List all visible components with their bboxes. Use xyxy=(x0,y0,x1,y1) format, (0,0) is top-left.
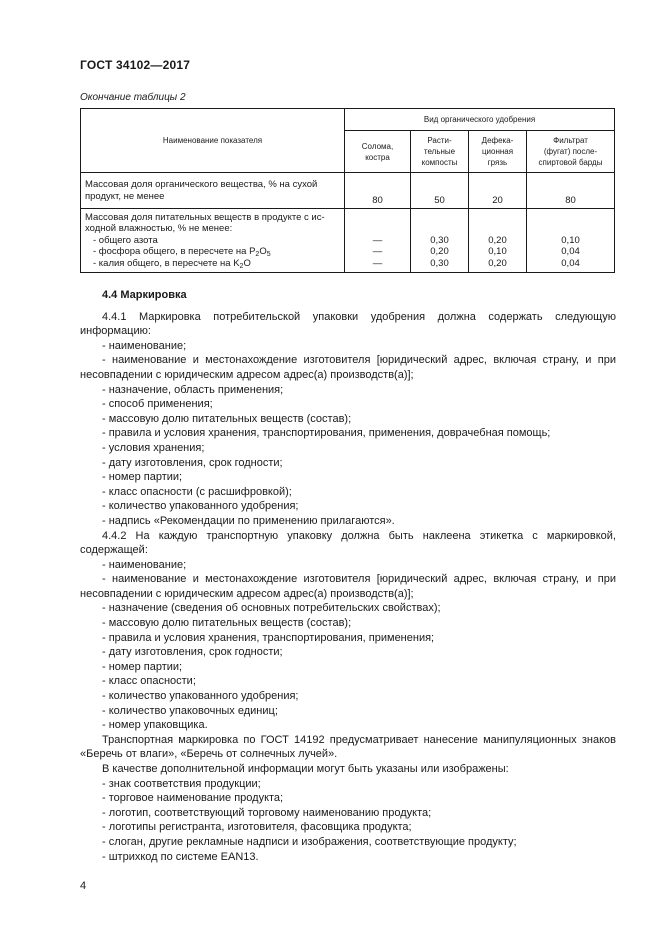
section-title: 4.4 Маркировка xyxy=(102,289,187,301)
table-row xyxy=(81,173,615,209)
list-item: - дату изготовления, срок годности; xyxy=(102,456,283,469)
list-item: - логотипы регистранта, изготовителя, фасовщика продукта; xyxy=(102,821,412,834)
list-item: - назначение (сведения об основных потребительских свойствах); xyxy=(102,602,441,615)
consumer-pack-list xyxy=(80,339,616,529)
header-col-compost: Расти- тельные компосты xyxy=(411,131,469,173)
list-item: - штрихкод по системе EAN13. xyxy=(102,850,259,863)
value-cell: 0,30 0,20 0,30 xyxy=(411,209,469,273)
list-item: - условия хранения; xyxy=(102,441,205,454)
list-item: - правила и условия хранения, транспортирования, применения; xyxy=(102,631,435,644)
value-cell: 80 xyxy=(345,173,411,209)
list-item: - надпись «Рекомендации по применению прилагаются». xyxy=(102,514,395,527)
header-param-name: Наименование показателя xyxy=(81,109,345,173)
value-cell: 20 xyxy=(469,173,527,209)
list-item: - назначение, область применения; xyxy=(102,383,284,396)
document-code: ГОСТ 34102—2017 xyxy=(80,58,191,72)
transport-pack-list xyxy=(80,558,616,733)
list-item: - правила и условия хранения, транспортирования, применения, доврачебная помощь; xyxy=(102,427,551,440)
list-item: - количество упаковочных единиц; xyxy=(102,704,278,717)
paragraph-4-4-1: 4.4.1 Маркировка потребительской упаковки удобрения должна содержать следующую информацию: xyxy=(80,310,616,338)
row-organic-matter-label: Массовая доля органического вещества, % на сухой продукт, не менее xyxy=(81,173,345,209)
list-item: - наименование и местонахождение изготовителя [юридический адрес, включая страну, и при несовпадении с юридическим адресом адрес(а) производств(а)]; xyxy=(80,573,616,600)
list-item: - дату изготовления, срок годности; xyxy=(102,646,283,659)
marking-section xyxy=(80,288,616,864)
transport-marking-paragraph: Транспортная маркировка по ГОСТ 14192 предусматривает нанесение манипуляционных знаков «Беречь от влаги», «Беречь от солнечных лучей». xyxy=(80,733,616,761)
list-item: - номер партии; xyxy=(102,471,183,484)
list-item: - массовую долю питательных веществ (состав); xyxy=(102,412,352,425)
list-item: - класс опасности; xyxy=(102,675,196,688)
list-item: - массовую долю питательных веществ (состав); xyxy=(102,617,352,630)
list-item: - способ применения; xyxy=(102,398,213,411)
list-item: - наименование и местонахождение изготовителя [юридический адрес, включая страну, и при несовпадении с юридическим адресом адрес(а) производств(а)]; xyxy=(80,354,616,381)
paragraph-4-4-2: 4.4.2 На каждую транспортную упаковку должна быть наклеена этикетка с маркировкой, содержащей: xyxy=(80,529,616,557)
list-item: - номер партии; xyxy=(102,660,183,673)
value-cell: 0,10 0,04 0,04 xyxy=(527,209,615,273)
row-nutrients-label: Массовая доля питательных веществ в продукте с ис- ходной влажностью, % не менее: - общего азота - фосфора общего, в пересчете на $P_2O_5$ - калия общего, в пересчете на $K_2O$ xyxy=(81,209,345,273)
table-caption: Окончание таблицы 2 xyxy=(80,92,186,103)
fertilizer-spec-table xyxy=(80,108,615,273)
header-fertilizer-type: Вид органического удобрения xyxy=(345,109,615,131)
header-col-defecation: Дефека- ционная грязь xyxy=(469,131,527,173)
list-item: - знак соответствия продукции; xyxy=(102,777,261,790)
list-item: - номер упаковщика. xyxy=(102,719,208,732)
list-item: - торговое наименование продукта; xyxy=(102,792,284,805)
list-item: - класс опасности (с расшифровкой); xyxy=(102,485,292,498)
value-cell: 80 xyxy=(527,173,615,209)
list-item: - количество упакованного удобрения; xyxy=(102,690,299,703)
value-cell: 50 xyxy=(411,173,469,209)
list-item: - количество упакованного удобрения; xyxy=(102,500,299,513)
additional-info-paragraph: В качестве дополнительной информации могут быть указаны или изображены: xyxy=(102,763,509,775)
list-item: - наименование; xyxy=(102,558,187,571)
value-cell: — — — xyxy=(345,209,411,273)
value-cell: 0,20 0,10 0,20 xyxy=(469,209,527,273)
list-item: - логотип, соответствующий торговому наименованию продукта; xyxy=(102,806,432,819)
header-col-filtrate: Фильтрат (фугат) после- спиртовой барды xyxy=(527,131,615,173)
list-item: - слоган, другие рекламные надписи и изображения, соответствующие продукту; xyxy=(102,835,517,848)
additional-info-list xyxy=(80,777,616,865)
header-col-straw: Солома, костра xyxy=(345,131,411,173)
page-number: 4 xyxy=(80,880,87,892)
table-row xyxy=(81,209,615,273)
list-item: - наименование; xyxy=(102,339,187,352)
